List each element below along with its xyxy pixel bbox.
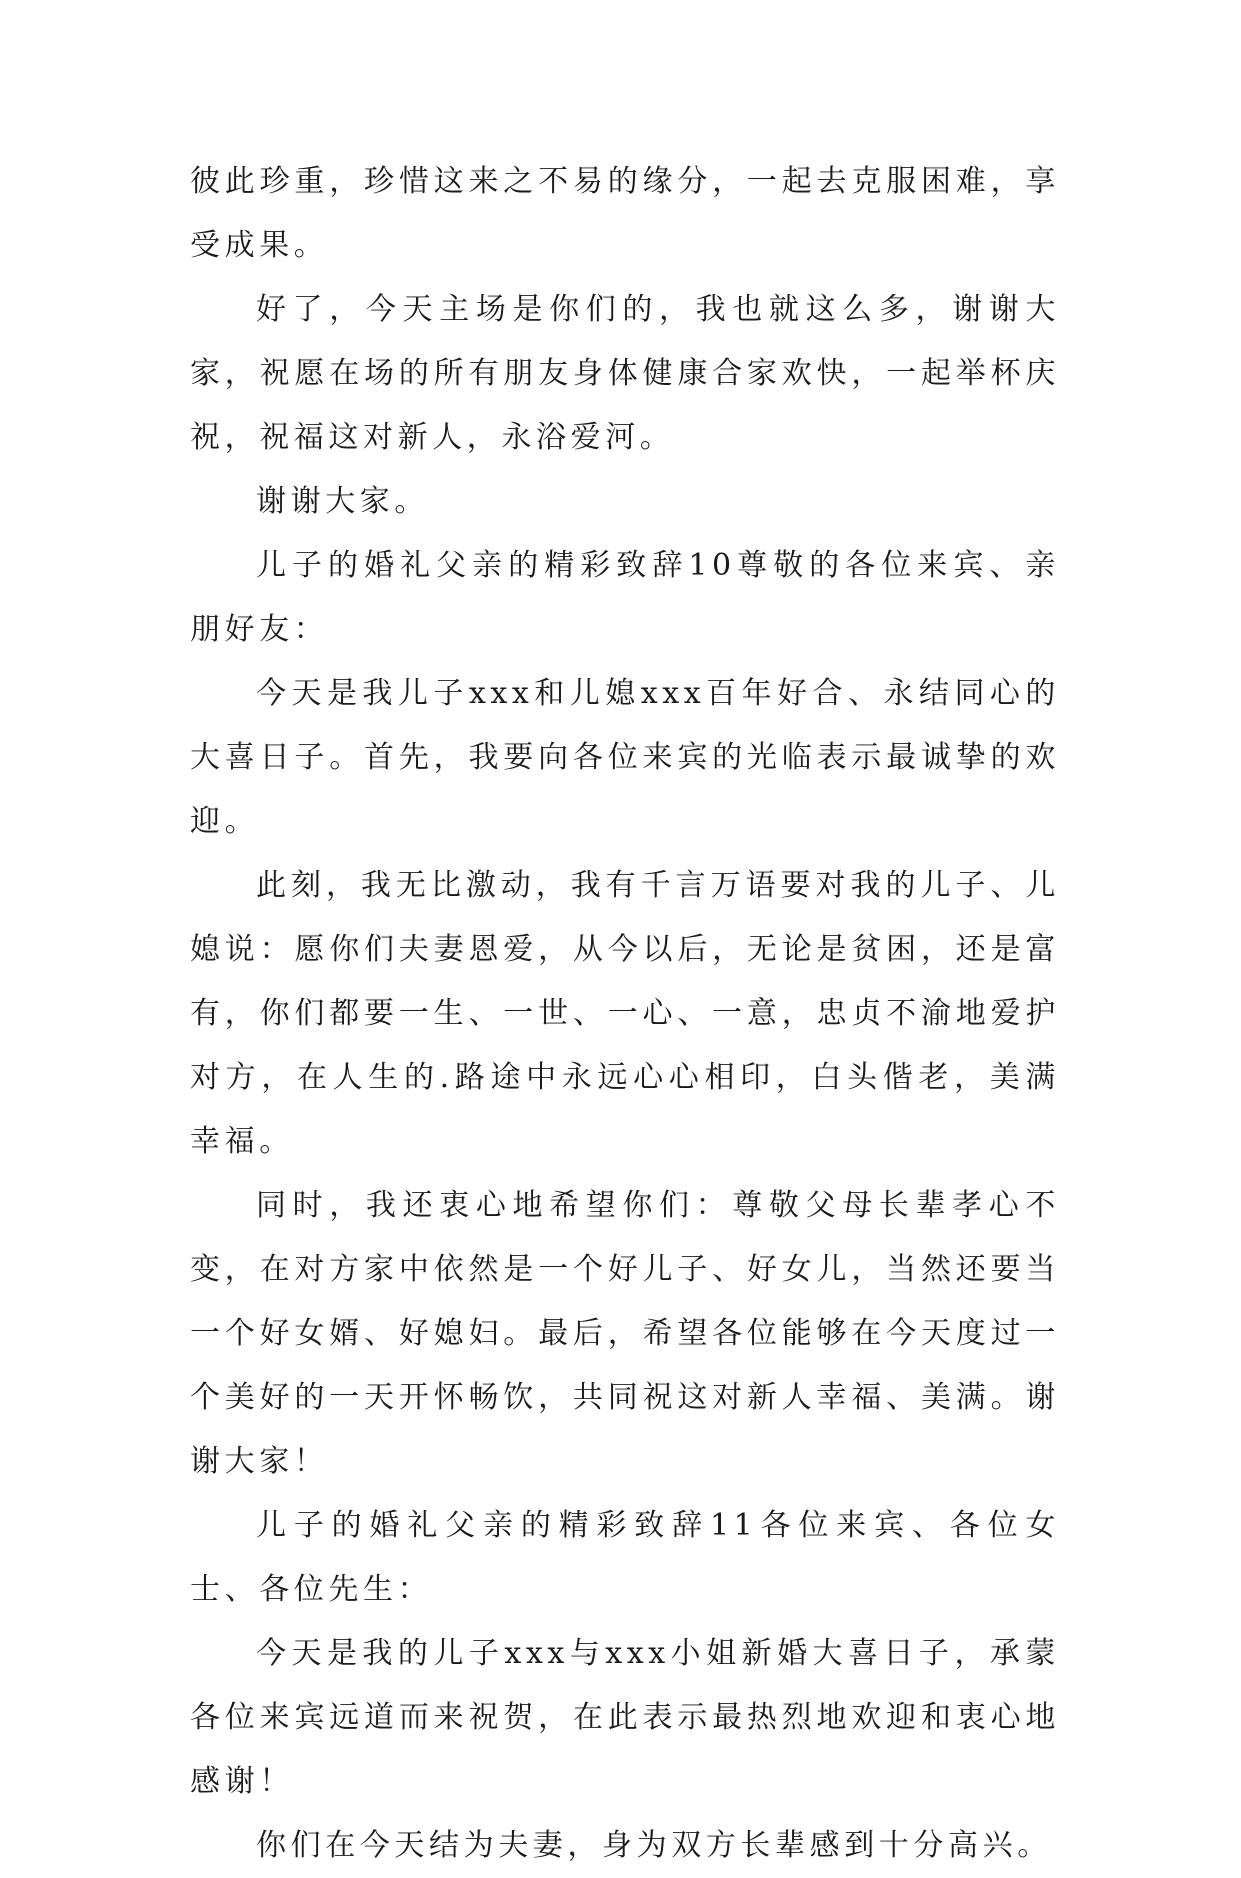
- paragraph-1: 彼此珍重，珍惜这来之不易的缘分，一起去克服困难，享受成果。: [190, 164, 1060, 263]
- paragraph-3: 谢谢大家。: [256, 484, 429, 519]
- paragraph-7: 同时，我还衷心地希望你们：尊敬父母长辈孝心不变，在对方家中依然是一个好儿子、好女儿，当然还要当一个好女婿、好媳妇。最后，希望各位能够在今天度过一个美好的一天开怀畅饮，共同祝这对新人幸福、美满。谢谢大家！: [190, 1188, 1060, 1479]
- paragraph-4-heading: 儿子的婚礼父亲的精彩致辞10尊敬的各位来宾、亲朋好友：: [190, 548, 1060, 647]
- paragraph-6: 此刻，我无比激动，我有千言万语要对我的儿子、儿媳说：愿你们夫妻恩爱，从今以后，无论是贫困，还是富有，你们都要一生、一世、一心、一意，忠贞不渝地爱护对方，在人生的.路途中永远心心相印，白头偕老，美满幸福。: [190, 868, 1060, 1159]
- paragraph-5: 今天是我儿子xxx和儿媳xxx百年好合、永结同心的大喜日子。首先，我要向各位来宾的光临表示最诚挚的欢迎。: [190, 676, 1060, 839]
- paragraph-8-heading: 儿子的婚礼父亲的精彩致辞11各位来宾、各位女士、各位先生：: [190, 1508, 1060, 1607]
- document-page: [190, 150, 1060, 1878]
- paragraph-9: 今天是我的儿子xxx与xxx小姐新婚大喜日子，承蒙各位来宾远道而来祝贺，在此表示最热烈地欢迎和衷心地感谢！: [190, 1636, 1060, 1799]
- paragraph-2: 好了，今天主场是你们的，我也就这么多，谢谢大家，祝愿在场的所有朋友身体健康合家欢快，一起举杯庆祝，祝福这对新人，永浴爱河。: [190, 292, 1060, 455]
- paragraph-10: 你们在今天结为夫妻，身为双方长辈感到十分高兴。: [256, 1828, 1052, 1863]
